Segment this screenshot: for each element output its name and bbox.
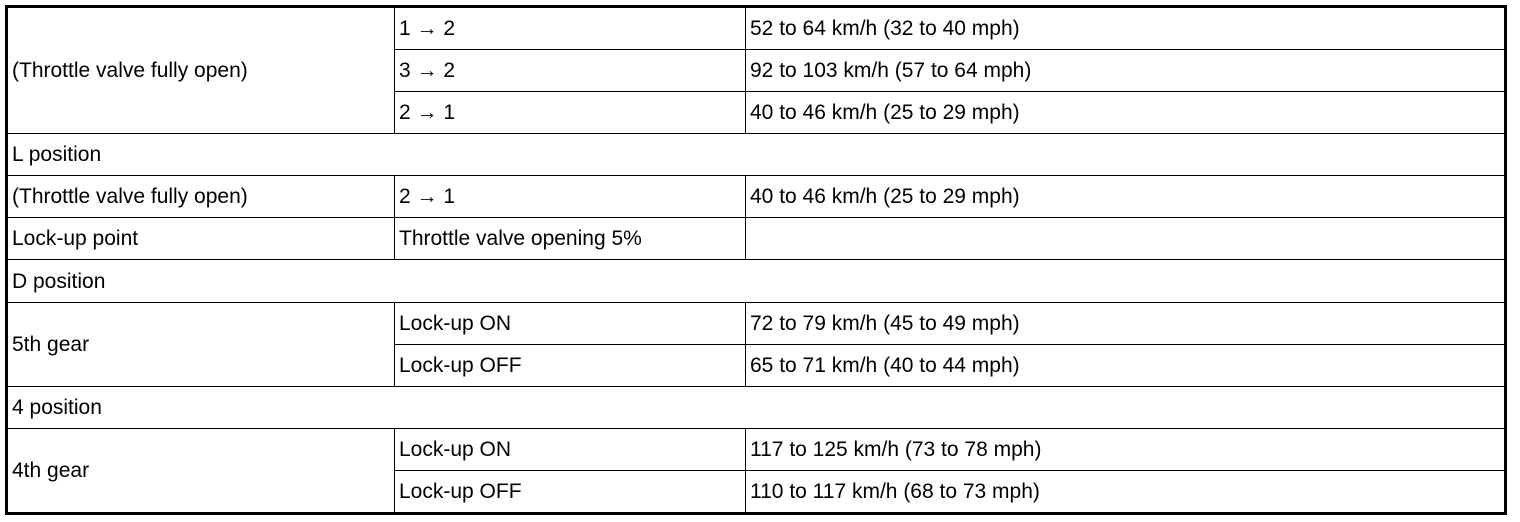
condition-cell: 4th gear bbox=[7, 428, 395, 513]
table-row bbox=[7, 7, 1506, 50]
condition-cell: (Throttle valve fully open) bbox=[7, 176, 395, 218]
table-row bbox=[7, 176, 1506, 218]
condition-cell: (Throttle valve fully open) bbox=[7, 7, 395, 134]
shift-cell: Lock-up ON bbox=[395, 302, 746, 344]
shift-cell: Lock-up OFF bbox=[395, 344, 746, 386]
shift-cell: Lock-up ON bbox=[395, 428, 746, 470]
speed-cell: 117 to 125 km/h (73 to 78 mph) bbox=[746, 428, 1506, 470]
speed-cell bbox=[746, 218, 1506, 260]
section-row bbox=[7, 260, 1506, 302]
speed-cell: 110 to 117 km/h (68 to 73 mph) bbox=[746, 470, 1506, 513]
condition-cell: Lock-up point bbox=[7, 218, 395, 260]
shift-cell: 2 → 1 bbox=[395, 92, 746, 134]
shift-cell: Lock-up OFF bbox=[395, 470, 746, 513]
shift-cell: 2 → 1 bbox=[395, 176, 746, 218]
section-heading: D position bbox=[7, 260, 1506, 302]
condition-cell: 5th gear bbox=[7, 302, 395, 386]
shift-cell: 1 → 2 bbox=[395, 7, 746, 50]
speed-cell: 52 to 64 km/h (32 to 40 mph) bbox=[746, 7, 1506, 50]
section-heading: L position bbox=[7, 134, 1506, 176]
section-row bbox=[7, 134, 1506, 176]
speed-cell: 92 to 103 km/h (57 to 64 mph) bbox=[746, 50, 1506, 92]
shift-cell: Throttle valve opening 5% bbox=[395, 218, 746, 260]
speed-cell: 65 to 71 km/h (40 to 44 mph) bbox=[746, 344, 1506, 386]
shift-cell: 3 → 2 bbox=[395, 50, 746, 92]
speed-cell: 72 to 79 km/h (45 to 49 mph) bbox=[746, 302, 1506, 344]
speed-cell: 40 to 46 km/h (25 to 29 mph) bbox=[746, 176, 1506, 218]
section-heading: 4 position bbox=[7, 386, 1506, 428]
section-row bbox=[7, 386, 1506, 428]
table-row bbox=[7, 428, 1506, 470]
speed-cell: 40 to 46 km/h (25 to 29 mph) bbox=[746, 92, 1506, 134]
shift-speed-spec-table bbox=[5, 5, 1507, 515]
table-row bbox=[7, 302, 1506, 344]
table-row bbox=[7, 218, 1506, 260]
